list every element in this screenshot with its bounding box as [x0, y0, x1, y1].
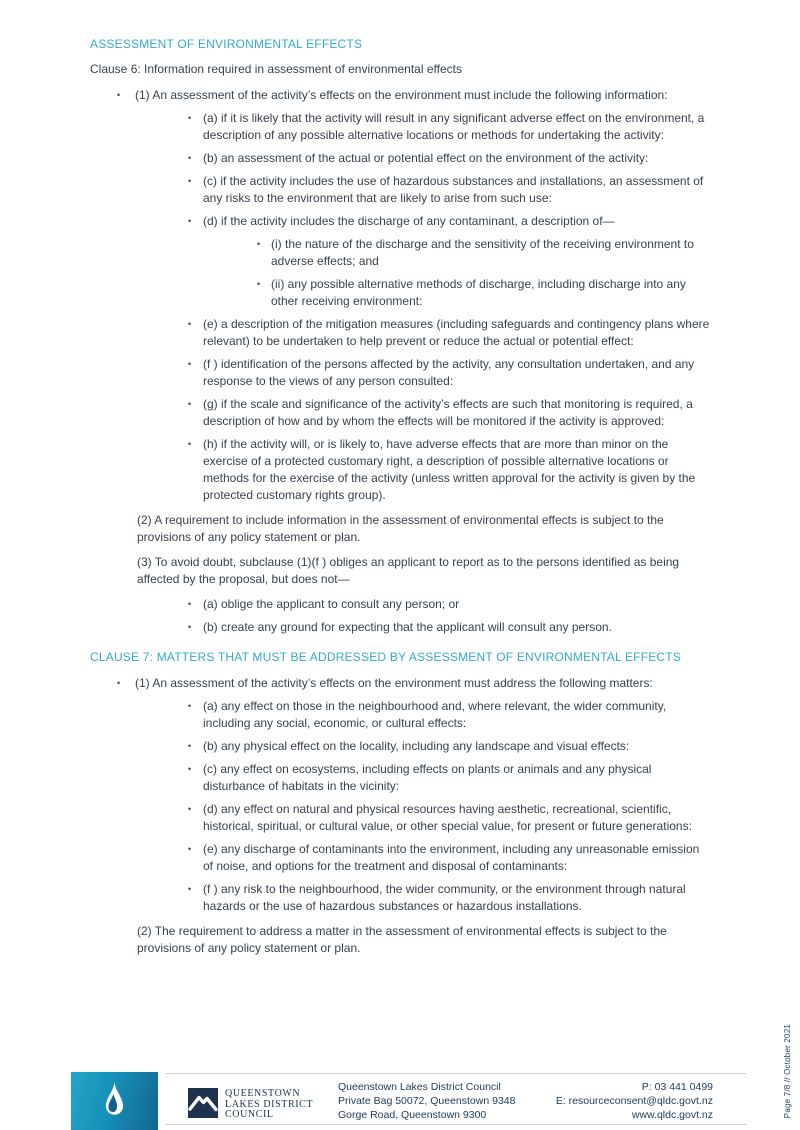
- list-item: [188, 173, 712, 207]
- bullet-icon: •: [188, 216, 192, 226]
- list-item-text: (f ) identification of the persons affected by the activity, any consultation undertaken, and any response to the views of any person consulted:: [203, 357, 695, 388]
- bullet-icon: •: [188, 622, 192, 632]
- list-item: [188, 881, 712, 915]
- section-heading: CLAUSE 7: MATTERS THAT MUST BE ADDRESSED BY ASSESSMENT OF ENVIRONMENTAL EFFECTS: [90, 650, 682, 664]
- bullet-icon: •: [188, 439, 192, 449]
- paragraph: (3) To avoid doubt, subclause (1)(f ) obliges an applicant to report as to the persons identified as being affected by the proposal, but does not—: [137, 555, 680, 586]
- list-item-text: (e) a description of the mitigation measures (including safeguards and contingency plans where relevant) to be undertaken to help prevent or reduce the actual or potential effect:: [203, 317, 710, 348]
- list-item-text: (f ) any risk to the neighbourhood, the wider community, or the environment through natural hazards or the use of hazardous substances or hazardous installations.: [203, 882, 686, 913]
- bullet-icon: •: [188, 804, 192, 814]
- phone-line: P: 03 441 0499: [641, 1081, 713, 1093]
- list-item-text: (c) if the activity includes the use of hazardous substances and installations, an assessment of any risks to the environment that are likely to arise from such use:: [203, 174, 704, 205]
- bullet-icon: •: [188, 844, 192, 854]
- org-name-line: COUNCIL: [225, 1109, 274, 1120]
- bullet-icon: •: [188, 113, 192, 123]
- bullet-icon: •: [188, 153, 192, 163]
- bullet-icon: •: [188, 741, 192, 751]
- bullet-icon: •: [188, 359, 192, 369]
- list-item-text: (c) any effect on ecosystems, including effects on plants or animals and any physical disturbance of habitats in the vicinity:: [203, 762, 652, 793]
- footer-bottom-rule: [166, 1124, 746, 1125]
- clause-subheading: Clause 6: Information required in assessment of environmental effects: [90, 62, 462, 76]
- list-item-text: (i) the nature of the discharge and the sensitivity of the receiving environment to adverse effects; and: [271, 237, 694, 268]
- bullet-icon: •: [117, 678, 121, 688]
- list-item-text: (ii) any possible alternative methods of discharge, including discharge into any other receiving environment:: [271, 277, 686, 308]
- list-item: [257, 276, 712, 310]
- list-item-text: (d) any effect on natural and physical resources having aesthetic, recreational, scientific, historical, spiritual, or cultural value, or other special value, for present or future generations:: [203, 802, 692, 833]
- address-line: Private Bag 50072, Queenstown 9348: [338, 1095, 516, 1107]
- page-side-label: Page 7/8 // October 2021: [783, 1023, 792, 1118]
- list-item: [188, 110, 712, 144]
- list-item-text: (h) if the activity will, or is likely to, have adverse effects that are more than minor on the exercise of a protected customary right, a description of possible alternative locations or methods for the exercise of the activity (unless written approval for the activity is given by the protected customary rights group).: [203, 437, 696, 502]
- email-line: E: resourceconsent@qldc.govt.nz: [555, 1095, 713, 1107]
- list-item-text: (1) An assessment of the activity’s effects on the environment must address the following matters:: [135, 676, 653, 690]
- paragraph: (2) A requirement to include information in the assessment of environmental effects is subject to the provisions of any policy statement or plan.: [137, 513, 664, 544]
- list-item: [257, 236, 712, 270]
- mountain-logo-icon: [188, 1088, 218, 1123]
- bullet-icon: •: [188, 176, 192, 186]
- list-item: [188, 150, 712, 167]
- org-name-line: LAKES DISTRICT: [225, 1098, 314, 1110]
- list-item-text: (b) any physical effect on the locality, including any landscape and visual effects:: [203, 739, 630, 753]
- list-item: [188, 761, 712, 795]
- bullet-icon: •: [188, 319, 192, 329]
- list-item: [188, 619, 712, 636]
- address-line: Queenstown Lakes District Council: [338, 1081, 501, 1093]
- org-name: [225, 1088, 313, 1121]
- list-item: [188, 841, 712, 875]
- list-item-text: (b) an assessment of the actual or potential effect on the environment of the activity:: [203, 151, 649, 165]
- list-item: [188, 596, 712, 613]
- bullet-icon: •: [188, 599, 192, 609]
- bullet-icon: •: [117, 90, 121, 100]
- list-item-text: (1) An assessment of the activity’s effects on the environment must include the following information:: [135, 88, 668, 102]
- list-item: [188, 801, 712, 835]
- water-drop-tile: [71, 1072, 158, 1130]
- list-item-text: (a) any effect on those in the neighbourhood and, where relevant, the wider community, including any social, economic, or cultural effects:: [203, 699, 667, 730]
- bullet-icon: •: [188, 701, 192, 711]
- section-heading: ASSESSMENT OF ENVIRONMENTAL EFFECTS: [90, 37, 363, 51]
- list-item-text: (e) any discharge of contaminants into the environment, including any unreasonable emission of noise, and options for the treatment and disposal of contaminants:: [203, 842, 700, 873]
- org-name-line: QUEENSTOWN: [225, 1088, 301, 1099]
- list-item: [117, 87, 712, 104]
- list-item: [188, 316, 712, 350]
- list-item-text: (a) oblige the applicant to consult any person; or: [203, 597, 460, 611]
- bullet-icon: •: [188, 399, 192, 409]
- footer-top-rule: [166, 1073, 746, 1074]
- address-line: Gorge Road, Queenstown 9300: [338, 1109, 487, 1121]
- paragraph: (2) The requirement to address a matter in the assessment of environmental effects is subject to the provisions of any policy statement or plan.: [137, 924, 667, 955]
- list-item: [188, 396, 712, 430]
- list-item: [188, 436, 712, 504]
- list-item: [188, 356, 712, 390]
- water-drop-icon: [101, 1079, 128, 1124]
- list-item: [188, 738, 712, 755]
- qldc-logo: [188, 1088, 313, 1123]
- bullet-icon: •: [188, 884, 192, 894]
- bullet-icon: •: [257, 239, 261, 249]
- list-item: [188, 698, 712, 732]
- document-content: [90, 36, 712, 965]
- address-block: [338, 1080, 515, 1122]
- list-item-text: (g) if the scale and significance of the activity’s effects are such that monitoring is required, a description of how and by whom the effects will be monitored if the activity is approved:: [203, 397, 693, 428]
- list-item-text: (b) create any ground for expecting that the applicant will consult any person.: [203, 620, 612, 634]
- list-item-text: (a) if it is likely that the activity will result in any significant adverse effect on the environment, a description of any possible alternative locations or methods for undertaking the activity:: [203, 111, 705, 142]
- website-line: www.qldc.govt.nz: [631, 1109, 713, 1121]
- bullet-icon: •: [188, 764, 192, 774]
- list-item: [117, 675, 712, 692]
- contact-block: [556, 1080, 713, 1122]
- bullet-icon: •: [257, 279, 261, 289]
- list-item: [188, 213, 712, 230]
- list-item-text: (d) if the activity includes the discharge of any contaminant, a description of—: [203, 214, 615, 228]
